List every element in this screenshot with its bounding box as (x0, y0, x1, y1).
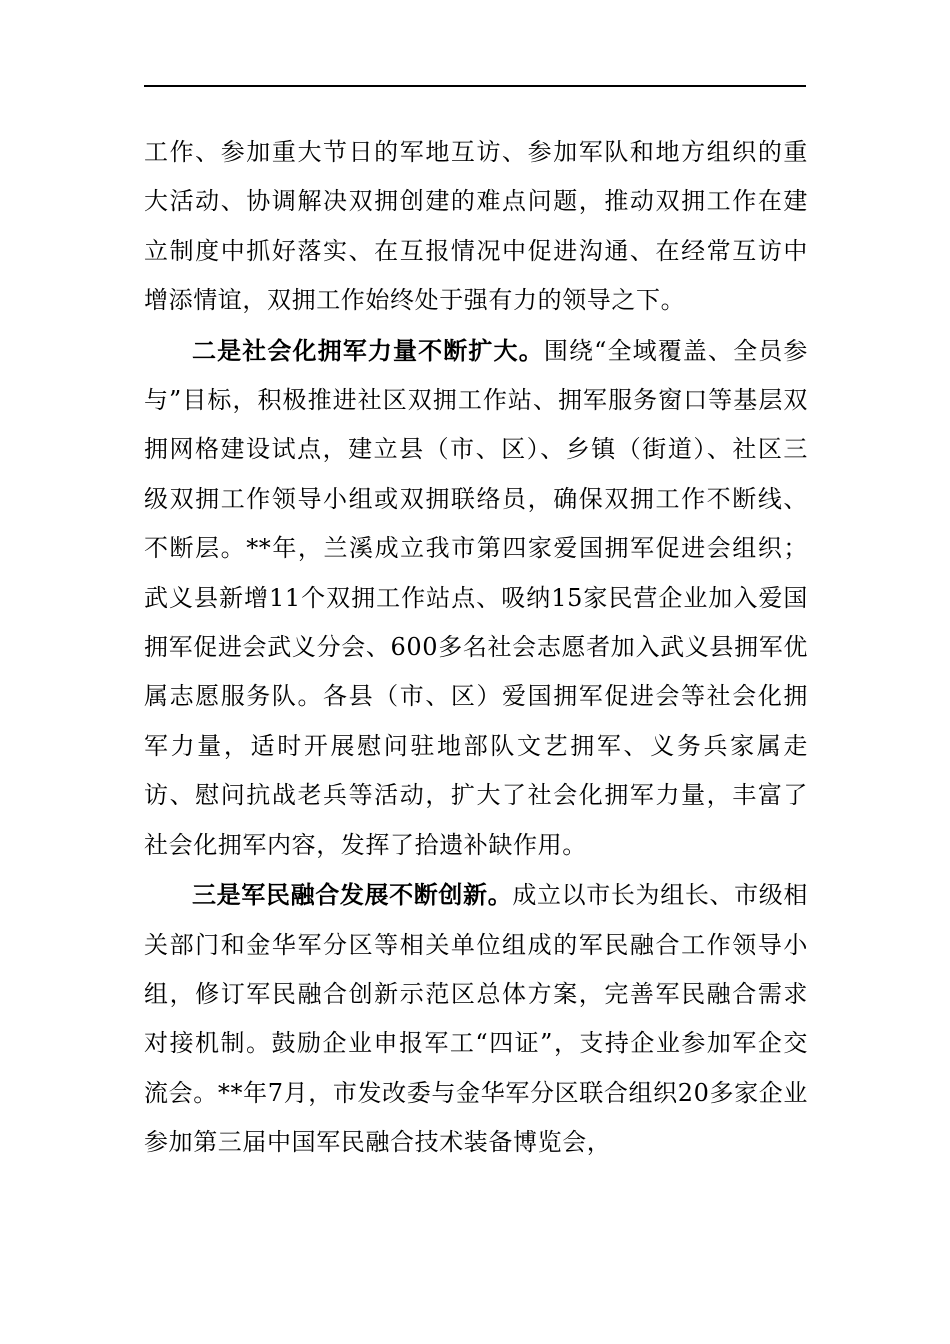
paragraph-3-text: 成立以市长为组长、市级相关部门和金华军分区等相关单位组成的军民融合工作领导小组，修订军民融合创新示范区总体方案，完善军民融合需求对接机制。鼓励企业申报军工“四证”，支持企业参加军企交流会。**年7月，市发改委与金华军分区联合组织20多家企业参加第三届中国军民融合技术装备博览会， (144, 881, 808, 1157)
paragraph-2 (144, 326, 808, 870)
paragraph-2-lead: 二是社会化拥军力量不断扩大。 (192, 335, 544, 365)
paragraph-2-text: 围绕“全域覆盖、全员参与”目标，积极推进社区双拥工作站、拥军服务窗口等基层双拥网格建设试点，建立县（市、区）、乡镇（街道）、社区三级双拥工作领导小组或双拥联络员，确保双拥工作不断线、不断层。**年，兰溪成立我市第四家爱国拥军促进会组织；武义县新增11个双拥工作站点、吸纳15家民营企业加入爱国拥军促进会武义分会、600多名社会志愿者加入武义县拥军优属志愿服务队。各县（市、区）爱国拥军促进会等社会化拥军力量，适时开展慰问驻地部队文艺拥军、义务兵家属走访、慰问抗战老兵等活动，扩大了社会化拥军力量，丰富了社会化拥军内容，发挥了拾遗补缺作用。 (144, 336, 808, 859)
paragraph-3 (144, 870, 808, 1167)
paragraph-3-lead: 三是军民融合发展不断创新。 (192, 880, 513, 910)
paragraph-1-text: 工作、参加重大节日的军地互访、参加军队和地方组织的重大活动、协调解决双拥创建的难点问题，推动双拥工作在建立制度中抓好落实、在互报情况中促进沟通、在经常互访中增添情谊，双拥工作始终处于强有力的领导之下。 (144, 138, 808, 315)
document-body (144, 128, 808, 1168)
header-rule (144, 85, 806, 87)
paragraph-1 (144, 128, 808, 326)
